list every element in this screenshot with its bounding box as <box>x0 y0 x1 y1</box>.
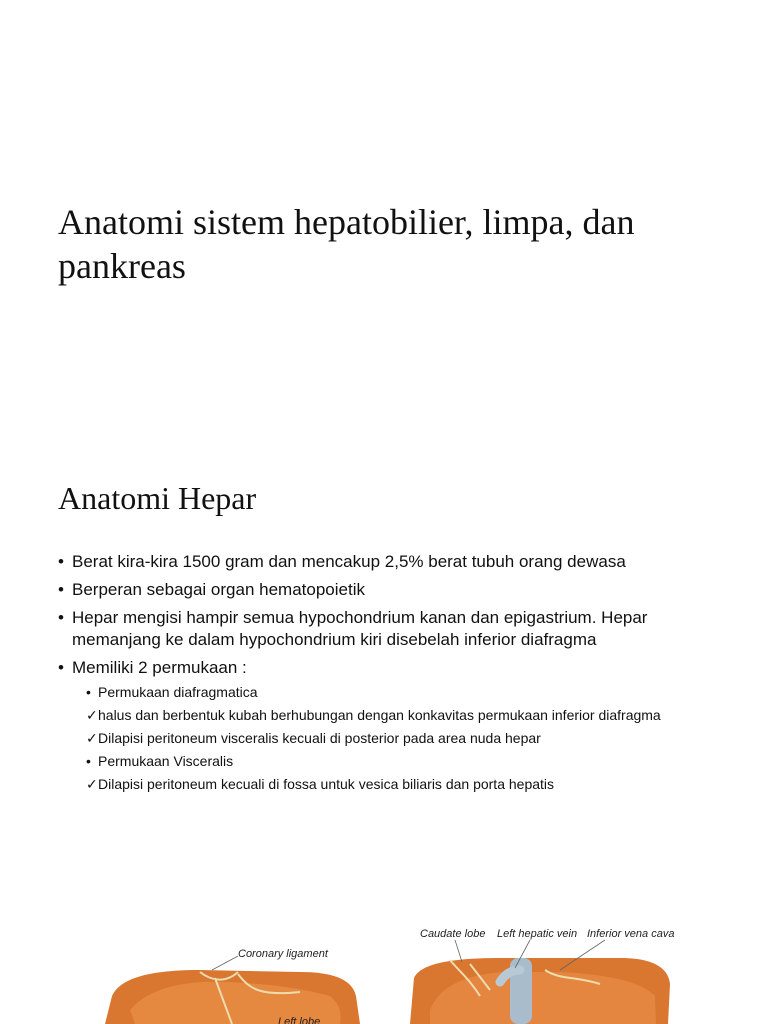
sub-list <box>86 683 726 793</box>
bullet-icon: • <box>58 580 64 599</box>
sub-item <box>86 775 726 793</box>
sub-item <box>86 729 726 747</box>
sub-item-text: halus dan berbentuk kubah berhubungan dengan konkavitas permukaan inferior diafragma <box>98 707 661 723</box>
coronary-leader-line <box>212 956 238 970</box>
sub-item-text: Dilapisi peritoneum visceralis kecuali di posterior pada area nuda hepar <box>98 730 541 746</box>
caudate-leader-line <box>455 940 462 962</box>
label-left-hepatic-vein: Left hepatic vein <box>497 928 578 940</box>
bullet-text: Berat kira-kira 1500 gram dan mencakup 2,5% berat tubuh orang dewasa <box>72 552 626 571</box>
section-title: Anatomi Hepar <box>58 480 257 516</box>
checkmark-icon: ✓ <box>86 707 98 723</box>
label-caudate-lobe: Caudate lobe <box>420 928 486 940</box>
bullet-text: Berperan sebagai organ hematopoietik <box>72 580 365 599</box>
bullet-icon: • <box>58 552 64 571</box>
liver-figure-svg <box>0 900 768 1024</box>
bullet-icon: • <box>86 684 91 700</box>
label-coronary-ligament: Coronary ligament <box>238 948 328 960</box>
bullet-list <box>58 551 718 799</box>
bullet-item <box>58 607 718 651</box>
sub-item <box>86 752 726 770</box>
bullet-text: Hepar mengisi hampir semua hypochondrium kanan dan epigastrium. Hepar memanjang ke dalam hypochondrium kiri disebelah inferior diafragma <box>72 608 648 649</box>
sub-item <box>86 683 726 701</box>
bullet-icon: • <box>86 753 91 769</box>
sub-item <box>86 706 726 724</box>
label-left-lobe: Left lobe <box>278 1016 321 1024</box>
bullet-item <box>58 657 718 793</box>
sub-item-text: Permukaan Visceralis <box>98 753 234 769</box>
sub-item-text: Dilapisi peritoneum kecuali di fossa untuk vesica biliaris dan porta hepatis <box>98 776 555 792</box>
bullet-item <box>58 551 718 573</box>
bullet-icon: • <box>58 658 64 677</box>
bullet-text: Memiliki 2 permukaan : <box>72 658 247 677</box>
bullet-icon: • <box>58 608 64 627</box>
liver-illustration <box>0 900 768 1024</box>
label-inferior-vena-cava: Inferior vena cava <box>587 928 675 940</box>
bullet-item <box>58 579 718 601</box>
slide-title: Anatomi sistem hepatobilier, limpa, dan pankreas <box>58 202 635 286</box>
checkmark-icon: ✓ <box>86 776 98 792</box>
sub-item-text: Permukaan diafragmatica <box>98 684 258 700</box>
checkmark-icon: ✓ <box>86 730 98 746</box>
